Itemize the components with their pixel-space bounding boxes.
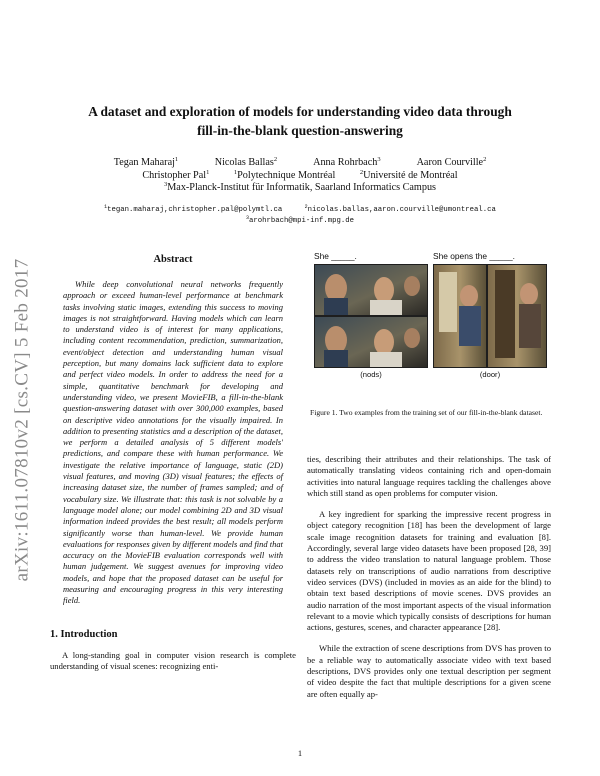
affiliation-mark: 2 (359, 168, 364, 176)
video-frames-right (433, 264, 547, 368)
figure-caption: Figure 1. Two examples from the training set of our fill-in-the-blank dataset. (310, 408, 543, 417)
figure-example-right (433, 250, 547, 379)
affiliation-mark: 1 (174, 156, 179, 163)
body-paragraph: ties, describing their attributes and their relationships. The task of automatically translating videos containing rich and open-domain activities into natural language requires tackling the challenges above which still stand as open problems for computer vision. (307, 454, 551, 498)
author-row-1 (60, 157, 540, 170)
answer-label: (nods) (360, 370, 382, 379)
abstract-heading: Abstract (153, 254, 193, 265)
affiliation-mark: 1 (206, 168, 210, 176)
author-row-3 (60, 182, 540, 195)
page-number: 1 (297, 748, 303, 758)
intro-paragraph: A long-standing goal in computer vision research is complete understanding of visual scenes: recognizing enti- (50, 649, 296, 671)
affiliation-mark: 3 (377, 156, 381, 163)
affiliation-mark: 3 (163, 181, 168, 189)
affiliation-mark: 2 (483, 156, 487, 163)
affiliation-name: Polytechnique Montréal (237, 169, 336, 181)
paper-title (60, 102, 540, 140)
video-frames-image (433, 264, 547, 368)
title-line-1: A dataset and exploration of models for understanding video data through (88, 104, 512, 119)
title-line-2: fill-in-the-blank question-answering (197, 123, 403, 138)
body-paragraph: A key ingredient for sparking the impressive recent progress in object category recognition [18] has been the development of large scale image recognition datasets for training and evaluation [8]. Accordingly, several large video datasets have been proposed [28, 39] to address the video translation to natural language problem. Those datasets rely on transcriptions of audio narrations from descriptive video services (DVS) (included in movies as an aide for the blind) to obtain text based descriptions of movie scenes. DVS provides an audio narration of the most important aspects of the visual information relevant to a movie which typically consists of descriptions for human actions, gestures, scenes, and character appearance [28]. (307, 509, 551, 633)
author-name: Aaron Courville (416, 157, 484, 168)
author-name: Anna Rohrbach (313, 157, 378, 168)
video-frames-image (314, 264, 428, 368)
answer-label: (door) (479, 370, 501, 379)
affiliation-mark: 2 (304, 204, 308, 210)
body-paragraph: While the extraction of scene descriptions from DVS has proven to be a reliable way to automatically associate video with text based descriptions, DVS provides only one textual description per segment of video despite the fact that multiple descriptions for a given scene are often equally ap- (307, 643, 551, 699)
affiliation-mark: 1 (104, 204, 108, 210)
email-address: arohrbach@mpi-inf.mpg.de (248, 217, 355, 225)
figure-example-left (314, 250, 428, 379)
right-column (307, 250, 551, 700)
email-address: nicolas.ballas,aaron.courville@umontreal.ca (307, 206, 496, 214)
abstract-text: While deep convolutional neural networks frequently approach or exceed human-level performance at benchmark tasks involving static images, extending this success to moving images is not straightforward. Having models which can learn to understand video is of interest for many applications, including content recommendation, prediction, summarization, event/object detection and understanding human visual perception, but many domains lack sufficient data to explore and perfect video models. In order to address the need for a simple, quantitative benchmark for developing and understanding video, we present MovieFIB, a fill-in-the-blank question-answering dataset with over 300,000 examples, based on descriptive video annotations for the visually impaired. In addition to presenting statistics and a description of the dataset, we perform a detailed analysis of 5 different models' predictions, and compare these with human performance. We investigate the relative importance of language, static (2D) visual features, and moving (3D) visual features; the effects of increasing dataset size, the number of frames sampled; and of vocabulary size. We illustrate that: this task is not solvable by a language model alone; our model combining 2D and 3D visual information indeed provides the best result; all models perform significantly worse than human-level. We provide human evaluations for responses given by different models and find that accuracy on the MovieFIB evaluation corresponds well with human judgement. We suggest avenues for improving video models, and hope that the proposed dataset can be useful for measuring and encouraging progress in this very interesting field. (63, 279, 283, 606)
author-name: Christopher Pal (142, 169, 207, 181)
question-label: She _____. (314, 251, 357, 261)
author-name: Tegan Maharaj (113, 157, 175, 168)
figure-1 (307, 250, 551, 398)
introduction-heading: 1. Introduction (50, 628, 118, 640)
arxiv-stamp (4, 215, 40, 625)
video-frames-left (314, 264, 428, 368)
email-line-1 (60, 205, 540, 216)
affiliation-mark: 2 (273, 156, 278, 163)
question-label: She opens the _____. (433, 251, 515, 261)
email-block (60, 205, 540, 227)
email-address: tegan.maharaj,christopher.pal@polymtl.ca (107, 206, 283, 214)
affiliation-mark: 1 (233, 168, 238, 176)
affiliation-mark: 3 (245, 215, 249, 221)
author-row-2 (60, 170, 540, 183)
arxiv-stamp-text: arXiv:1611.07810v2 [cs.CV] 5 Feb 2017 (11, 258, 32, 582)
author-name: Nicolas Ballas (214, 157, 274, 168)
left-column (50, 250, 296, 672)
affiliation-name: Université de Montréal (363, 169, 458, 181)
affiliation-name: Max-Planck-Institut für Informatik, Saarland Informatics Campus (167, 182, 437, 194)
author-block (60, 157, 540, 195)
email-line-2 (60, 216, 540, 227)
